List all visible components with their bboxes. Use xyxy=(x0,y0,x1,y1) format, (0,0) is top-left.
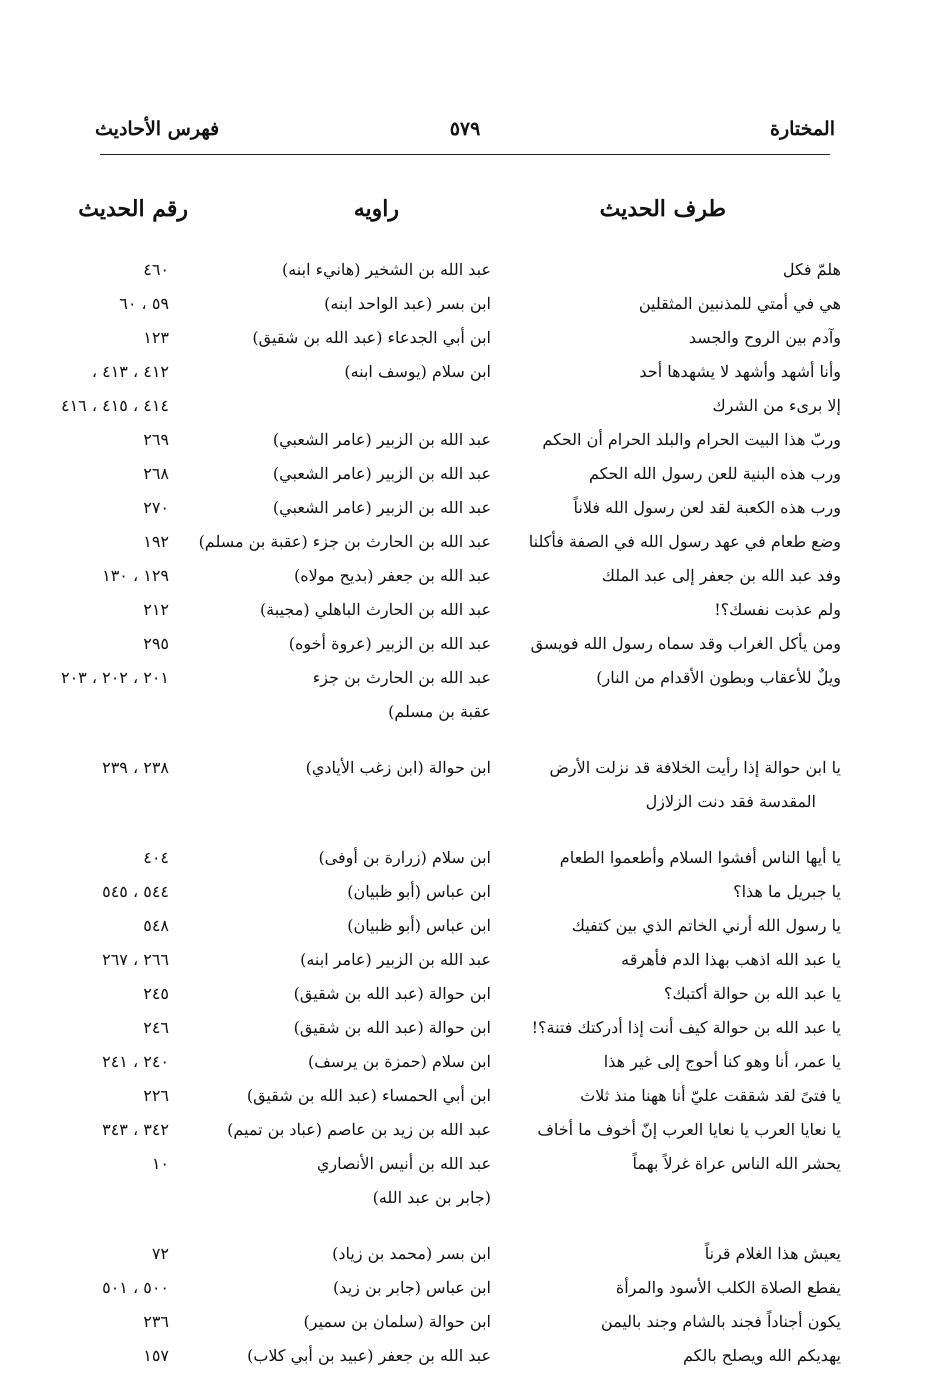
hadith-text: هي في أمتي للمذنبين المثقلين xyxy=(638,294,841,313)
narrator-text: ابن بسر (محمد بن زياد) xyxy=(332,1244,491,1263)
hadith-text: يقطع الصلاة الكلب الأسود والمرأة xyxy=(615,1278,841,1297)
column-header-narrator: راويه xyxy=(353,196,399,222)
narrator-text: عبد الله بن أنيس الأنصاري xyxy=(316,1154,491,1173)
running-head xyxy=(95,118,835,150)
narrator-text: عقبة بن مسلم) xyxy=(388,702,491,721)
table-row xyxy=(0,1082,941,1116)
table-row xyxy=(0,1274,941,1308)
header-rule xyxy=(100,154,830,155)
hadith-text: يكون أجناداً فجند بالشام وجند باليمن xyxy=(600,1312,841,1331)
hadith-number: ٥٤٤ ، ٥٤٥ xyxy=(102,882,169,901)
hadith-text: إلا برىء من الشرك xyxy=(712,396,841,415)
table-row xyxy=(0,946,941,980)
hadith-number: ١٠ xyxy=(151,1154,169,1173)
hadith-text: المقدسة فقد دنت الزلازل xyxy=(645,792,816,811)
table-row xyxy=(0,878,941,912)
hadith-number: ٢٤٠ ، ٢٤١ xyxy=(102,1052,169,1071)
table-row xyxy=(0,1116,941,1150)
table-row xyxy=(0,844,941,878)
table-row xyxy=(0,256,941,290)
hadith-text: يا نعايا العرب يا نعايا العرب إنّ أخوف ما أخاف xyxy=(537,1120,841,1139)
hadith-number: ٥٤٨ xyxy=(143,916,169,935)
narrator-text: ابن حوالة (سلمان بن سمير) xyxy=(303,1312,491,1331)
index-table xyxy=(0,256,941,1376)
table-row xyxy=(0,460,941,494)
hadith-number: ٧٢ xyxy=(151,1244,169,1263)
hadith-text: يا رسول الله أرني الخاتم الذي بين كتفيك xyxy=(571,916,841,935)
table-row xyxy=(0,1048,941,1082)
hadith-text: يا أيها الناس أفشوا السلام وأطعموا الطعام xyxy=(559,848,841,867)
hadith-number: ٢٧٠ xyxy=(143,498,169,517)
hadith-text: ويلٌ للأعقاب وبطون الأقدام من النار) xyxy=(596,668,841,687)
table-row xyxy=(0,1150,941,1184)
table-row xyxy=(0,1240,941,1274)
table-row xyxy=(0,562,941,596)
hadith-text: وآدم بين الروح والجسد xyxy=(688,328,841,347)
table-row xyxy=(0,788,941,844)
hadith-text: يا عبد الله بن حوالة أكتبك؟ xyxy=(663,984,841,1003)
narrator-text: ابن بسر (عبد الواحد ابنه) xyxy=(324,294,491,313)
hadith-number: ١٩٢ xyxy=(143,532,169,551)
hadith-number: ٢٤٦ xyxy=(143,1018,169,1037)
hadith-text: يا جبريل ما هذا؟ xyxy=(733,882,841,901)
narrator-text: عبد الله بن جعفر (عبيد بن أبي كلاب) xyxy=(247,1346,491,1365)
narrator-text: ابن عباس (جابر بن زيد) xyxy=(333,1278,491,1297)
narrator-text: عبد الله بن الحارث بن جزء (عقبة بن مسلم) xyxy=(198,532,491,551)
hadith-number: ٤٠٤ xyxy=(143,848,169,867)
narrator-text: ابن حوالة (ابن زغب الأيادي) xyxy=(305,758,491,777)
table-row xyxy=(0,528,941,562)
table-row xyxy=(0,754,941,788)
hadith-text: هلمّ فكل xyxy=(782,260,841,279)
hadith-number: ٥٩ ، ٦٠ xyxy=(119,294,169,313)
table-row xyxy=(0,664,941,698)
column-header-hadith: طرف الحديث xyxy=(599,196,726,222)
table-row xyxy=(0,324,941,358)
narrator-text: ابن عباس (أبو ظبيان) xyxy=(347,882,491,901)
hadith-text: وفد عبد الله بن جعفر إلى عبد الملك xyxy=(601,566,841,585)
hadith-number: ١٥٧ xyxy=(143,1346,169,1365)
hadith-number: ٢٦٦ ، ٢٦٧ xyxy=(102,950,169,969)
narrator-text: ابن سلام (زرارة بن أوفى) xyxy=(318,848,491,867)
hadith-text: وربّ هذا البيت الحرام والبلد الحرام أن الحكم xyxy=(542,430,841,449)
table-row xyxy=(0,1014,941,1048)
hadith-text: وأنا أشهد وأشهد لا يشهدها أحد xyxy=(639,362,841,381)
table-row xyxy=(0,392,941,426)
narrator-text: عبد الله بن الزبير (عروة أخوه) xyxy=(288,634,491,653)
narrator-text: ابن حوالة (عبد الله بن شقيق) xyxy=(293,984,491,1003)
hadith-number: ٤١٢ ، ٤١٣ ، xyxy=(91,362,169,381)
hadith-text: يعيش هذا الغلام قرناً xyxy=(704,1244,841,1263)
table-row xyxy=(0,358,941,392)
narrator-text: عبد الله بن الزبير (عامر الشعبي) xyxy=(272,464,491,483)
book-title: المختارة xyxy=(770,118,835,140)
hadith-text: وضع طعام في عهد رسول الله في الصفة فأكلنا xyxy=(528,532,841,551)
hadith-number: ٢٣٦ xyxy=(143,1312,169,1331)
hadith-number: ٣٤٢ ، ٣٤٣ xyxy=(102,1120,169,1139)
table-row xyxy=(0,1308,941,1342)
hadith-number: ٤١٤ ، ٤١٥ ، ٤١٦ xyxy=(60,396,169,415)
table-row xyxy=(0,494,941,528)
table-row xyxy=(0,698,941,754)
hadith-number: ٢٤٥ xyxy=(143,984,169,1003)
hadith-text: يا عبد الله اذهب بهذا الدم فأهرقه xyxy=(621,950,841,969)
narrator-text: ابن حوالة (عبد الله بن شقيق) xyxy=(293,1018,491,1037)
table-row xyxy=(0,630,941,664)
narrator-text: عبد الله بن الحارث بن جزء xyxy=(312,668,491,687)
table-row xyxy=(0,426,941,460)
hadith-text: يحشر الله الناس عراة غرلاً بهماً xyxy=(632,1154,841,1173)
narrator-text: ابن أبي الجدعاء (عبد الله بن شقيق) xyxy=(252,328,491,347)
narrator-text: (جابر بن عبد الله) xyxy=(372,1188,491,1207)
hadith-text: يا عمر، أنا وهو كنا أحوج إلى غير هذا xyxy=(603,1052,841,1071)
hadith-number: ٢٠١ ، ٢٠٢ ، ٢٠٣ xyxy=(60,668,169,687)
narrator-text: عبد الله بن الزبير (عامر الشعبي) xyxy=(272,498,491,517)
hadith-text: يا فتىً لقد شققت عليّ أنا ههنا منذ ثلاث xyxy=(580,1086,841,1105)
narrator-text: عبد الله بن الشخير (هانيء ابنه) xyxy=(281,260,491,279)
table-row xyxy=(0,1342,941,1376)
hadith-text: يا عبد الله بن حوالة كيف أنت إذا أدركتك فتنة؟! xyxy=(531,1018,841,1037)
column-headers xyxy=(0,196,941,236)
page-number: ٥٧٩ xyxy=(449,118,481,140)
narrator-text: عبد الله بن الحارث الباهلي (مجيبة) xyxy=(259,600,491,619)
narrator-text: عبد الله بن الزبير (عامر ابنه) xyxy=(300,950,491,969)
hadith-number: ٢٦٨ xyxy=(143,464,169,483)
table-row xyxy=(0,912,941,946)
narrator-text: عبد الله بن زيد بن عاصم (عباد بن تميم) xyxy=(227,1120,491,1139)
narrator-text: ابن سلام (حمزة بن يرسف) xyxy=(308,1052,491,1071)
narrator-text: ابن أبي الحمساء (عبد الله بن شقيق) xyxy=(246,1086,491,1105)
hadith-text: ومن يأكل الغراب وقد سماه رسول الله فويسق xyxy=(530,634,841,653)
narrator-text: عبد الله بن جعفر (بديح مولاه) xyxy=(293,566,491,585)
hadith-text: ورب هذه البنية للعن رسول الله الحكم xyxy=(588,464,841,483)
hadith-number: ١٢٣ xyxy=(143,328,169,347)
hadith-text: يا ابن حوالة إذا رأيت الخلافة قد نزلت الأرض xyxy=(549,758,841,777)
hadith-number: ٢٢٦ xyxy=(143,1086,169,1105)
hadith-text: ولم عذبت نفسك؟! xyxy=(714,600,841,619)
table-row xyxy=(0,980,941,1014)
hadith-number: ٢٣٨ ، ٢٣٩ xyxy=(102,758,169,777)
hadith-number: ٢٦٩ xyxy=(143,430,169,449)
hadith-number: ٢١٢ xyxy=(143,600,169,619)
hadith-number: ٢٩٥ xyxy=(143,634,169,653)
section-title: فهرس الأحاديث xyxy=(95,118,220,140)
table-row xyxy=(0,1184,941,1240)
hadith-text: يهديكم الله ويصلح بالكم xyxy=(683,1346,841,1365)
column-header-number: رقم الحديث xyxy=(78,196,188,222)
table-row xyxy=(0,596,941,630)
hadith-number: ٥٠٠ ، ٥٠١ xyxy=(102,1278,169,1297)
hadith-number: ١٢٩ ، ١٣٠ xyxy=(102,566,169,585)
table-row xyxy=(0,290,941,324)
narrator-text: عبد الله بن الزبير (عامر الشعبي) xyxy=(272,430,491,449)
hadith-text: ورب هذه الكعبة لقد لعن رسول الله فلاناً xyxy=(573,498,841,517)
hadith-number: ٤٦٠ xyxy=(143,260,169,279)
narrator-text: ابن سلام (يوسف ابنه) xyxy=(344,362,491,381)
narrator-text: ابن عباس (أبو ظبيان) xyxy=(347,916,491,935)
